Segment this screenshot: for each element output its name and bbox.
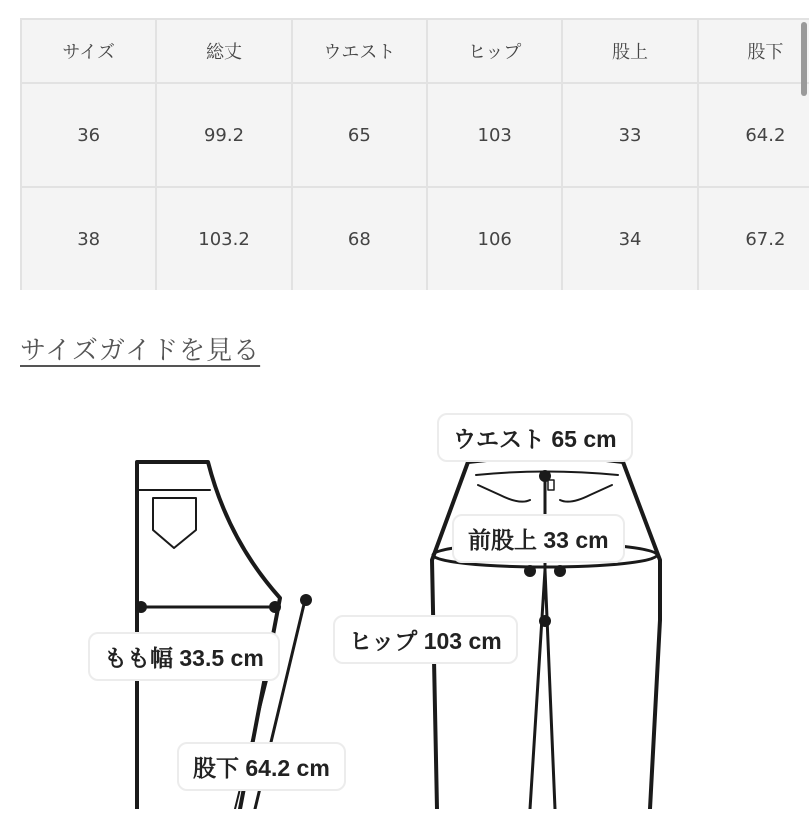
cell-hip: 103 [427, 83, 562, 187]
thigh-left-dot [135, 601, 147, 613]
table-row [21, 187, 809, 290]
header-size: サイズ [21, 19, 156, 83]
cell-waist: 65 [292, 83, 427, 187]
front-rise-label: 前股上 33 cm [452, 514, 625, 563]
header-length: 総丈 [156, 19, 291, 83]
cell-length: 103.2 [156, 187, 291, 290]
size-guide-link[interactable]: サイズガイドを見る [20, 336, 261, 366]
pants-illustration [0, 400, 809, 809]
cell-rise: 33 [562, 83, 697, 187]
back-pocket [153, 498, 196, 548]
cell-size: 38 [21, 187, 156, 290]
hip-label: ヒップ 103 cm [333, 615, 518, 664]
inseam-label: 股下 64.2 cm [177, 742, 346, 791]
waist-button [548, 480, 554, 490]
pants-measurement-diagram [0, 400, 809, 809]
table-header-row [21, 19, 809, 83]
waist-dot [539, 470, 551, 482]
inseam-top-dot [300, 594, 312, 606]
hip-dot [539, 615, 551, 627]
cell-length: 99.2 [156, 83, 291, 187]
thigh-right-dot [269, 601, 281, 613]
cell-rise: 34 [562, 187, 697, 290]
cell-inseam: 64.2 [698, 83, 809, 187]
waist-label: ウエスト 65 cm [437, 413, 633, 462]
size-table [20, 18, 809, 290]
size-table-container[interactable] [20, 18, 809, 290]
rise-right-dot [554, 565, 566, 577]
cell-size: 36 [21, 83, 156, 187]
thigh-label: もも幅 33.5 cm [88, 632, 280, 681]
header-waist: ウエスト [292, 19, 427, 83]
rise-left-dot [524, 565, 536, 577]
header-rise: 股上 [562, 19, 697, 83]
cell-hip: 106 [427, 187, 562, 290]
cell-inseam: 67.2 [698, 187, 809, 290]
page-scrollbar[interactable] [801, 22, 807, 96]
table-row [21, 83, 809, 187]
header-hip: ヒップ [427, 19, 562, 83]
header-inseam: 股下 [698, 19, 809, 83]
cell-waist: 68 [292, 187, 427, 290]
